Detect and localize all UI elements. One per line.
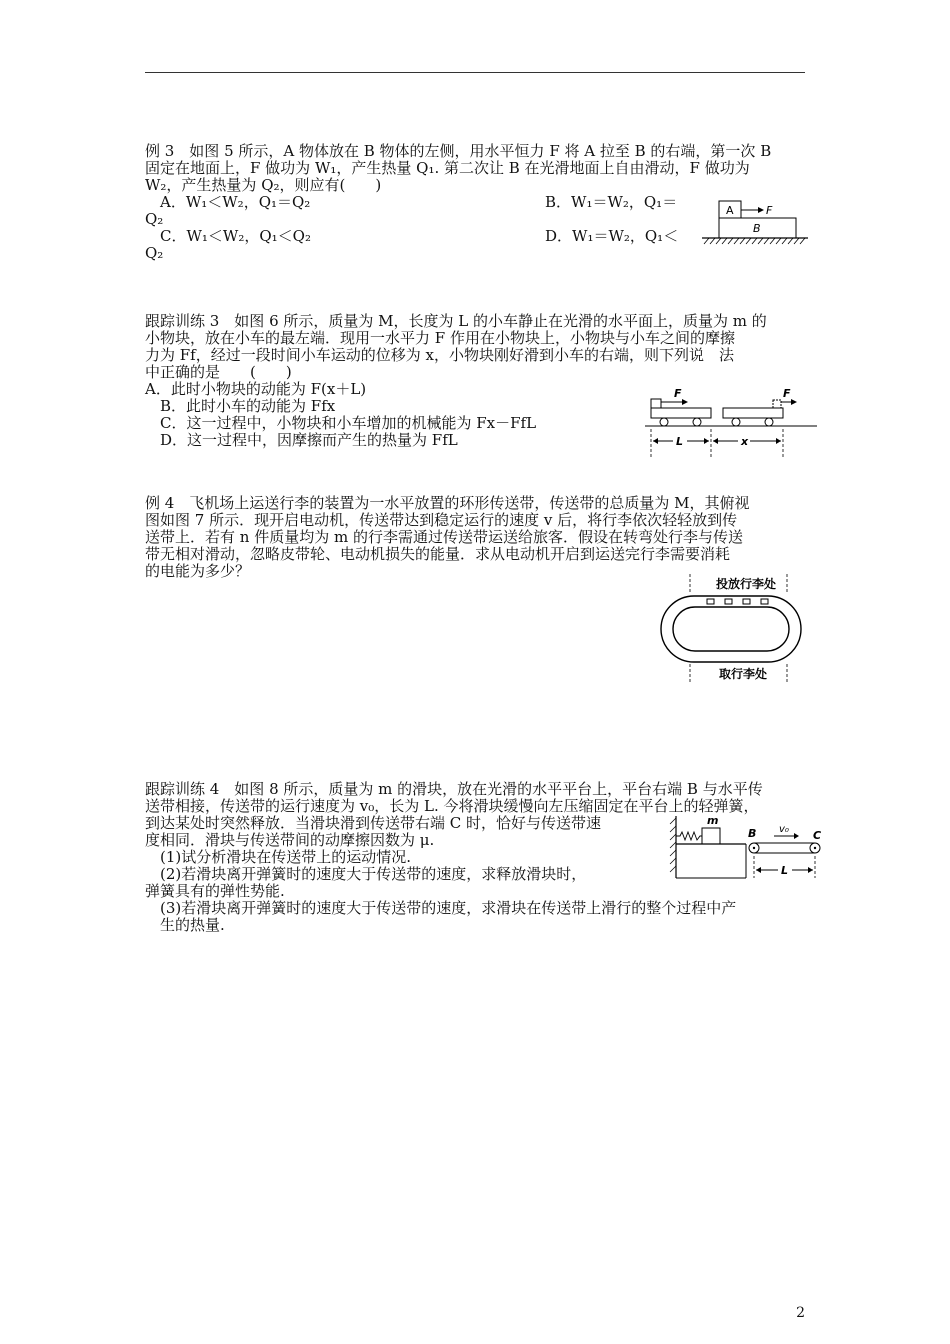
slider-block: [702, 828, 720, 844]
header-rule: [145, 72, 805, 73]
text-line: 的电能为多少？: [145, 562, 251, 580]
text-line: 到达某处时突然释放．当滑块滑到传送带右端 C 时，恰好与传送带速: [145, 814, 602, 832]
belt-outer: [661, 596, 801, 662]
text-line: 跟踪训练 4 如图 8 所示，质量为 m 的滑块，放在光滑的水平平台上，平台右端 B 与水平传: [145, 780, 763, 798]
ex3-option-a: A．W₁＜W₂，Q₁＝Q₂: [160, 193, 311, 211]
text-line: W₂，产生热量为 Q₂，则应有( ): [145, 176, 382, 194]
figure-5: [700, 195, 810, 257]
example-3-text: [145, 143, 771, 194]
tr3-option-b: B．此时小车的动能为 Ffx: [160, 397, 336, 415]
text-line: 例 4 飞机场上运送行李的装置为一水平放置的环形传送带，传送带的总质量为 M，其俯视: [145, 494, 750, 512]
label-v0: v₀: [779, 824, 789, 835]
text-line: 力为 Ff，经过一段时间小车运动的位移为 x，小物块刚好滑到小车的右端，则下列说 法: [145, 346, 734, 364]
text-line: (2)若滑块离开弹簧时的速度大于传送带的速度，求释放滑块时，: [145, 865, 587, 883]
label-a: A: [726, 204, 734, 217]
ex3-option-b: B．W₁＝W₂，Q₁＝: [545, 193, 678, 211]
label-l: L: [676, 435, 684, 448]
text-line: 弹簧具有的弹性势能.: [145, 882, 285, 900]
label-f: F: [766, 204, 773, 217]
label-l: L: [781, 864, 789, 877]
text-line: 图如图 7 所示．现开启电动机，传送带达到稳定运行的速度 v 后，将行李依次轻轻放到传: [145, 511, 738, 529]
label-pick-up: 取行李处: [719, 667, 768, 681]
figure-6: [645, 385, 825, 460]
ex3-option-c: C．W₁＜W₂，Q₁＜Q₂: [160, 227, 311, 245]
label-x: x: [741, 435, 749, 448]
belt-inner: [673, 607, 789, 651]
spring: [676, 832, 702, 840]
wheel: [765, 418, 773, 426]
text-line: (3)若滑块离开弹簧时的速度大于传送带的速度，求滑块在传送带上滑行的整个过程中产: [145, 899, 737, 917]
text-line: 中正确的是 ( ): [145, 363, 292, 381]
small-block-start: [651, 399, 661, 408]
luggage-item: [743, 599, 750, 604]
text-line: 例 3 如图 5 所示，A 物体放在 B 物体的左侧，用水平恒力 F 将 A 拉至 B 的右端，第一次 B: [145, 142, 772, 160]
tracking-3-text: [145, 313, 767, 381]
arrow-head-2: [791, 399, 797, 405]
text-line: 送带上．若有 n 件质量均为 m 的行李需通过传送带运送给旅客．假设在转弯处行李与传送: [145, 528, 743, 546]
wheel: [693, 418, 701, 426]
example-4-text: [145, 495, 749, 580]
page-number: 2: [796, 1305, 805, 1321]
ex3-option-d-cont: Q₂: [145, 244, 164, 262]
ex3-option-d: D．W₁＝W₂，Q₁＜: [545, 227, 679, 245]
label-f2: F: [783, 387, 791, 400]
luggage-item: [761, 599, 768, 604]
label-drop-off: 投放行李处: [716, 577, 777, 591]
label-b: B: [753, 222, 761, 235]
tr3-option-a: A．此时小物块的动能为 F(x＋L): [145, 380, 367, 398]
cart-end: [723, 408, 783, 418]
tr3-option-d: D．这一过程中，因摩擦而产生的热量为 FfL: [160, 431, 458, 449]
small-block-end: [773, 400, 781, 408]
ex3-option-b-cont: Q₂: [145, 210, 164, 228]
figure-8: [668, 812, 838, 887]
luggage-item: [707, 599, 714, 604]
wall-hatch: [670, 818, 676, 872]
text-line: 度相同．滑块与传送带间的动摩擦因数为 μ.: [145, 831, 435, 849]
text-line: 固定在地面上，F 做功为 W₁，产生热量 Q₁. 第二次让 B 在光滑地面上自由滑动，F 做功为: [145, 159, 750, 177]
arrow-head: [758, 207, 764, 213]
text-line: 送带相接，传送带的运行速度为 v₀，长为 L. 今将滑块缓慢向左压缩固定在平台上的轻弹簧，: [145, 797, 759, 815]
figure-7: [655, 572, 805, 687]
wheel: [660, 418, 668, 426]
text-line: 生的热量.: [145, 916, 225, 934]
arrow-head-1: [682, 399, 688, 405]
text-line: 小物块，放在小车的最左端．现用一水平力 F 作用在小物块上，小物块与小车之间的摩擦: [145, 329, 735, 347]
label-b: B: [748, 827, 757, 840]
cart-start: [651, 408, 711, 418]
label-c: C: [813, 829, 822, 842]
tr3-option-c: C．这一过程中，小物块和小车增加的机械能为 Fx－FfL: [160, 414, 537, 432]
text-line: 带无相对滑动，忽略皮带轮、电动机损失的能量．求从电动机开启到运送完行李需要消耗: [145, 545, 731, 563]
wheel: [732, 418, 740, 426]
ground-hatch: [704, 238, 805, 244]
text-line: 跟踪训练 3 如图 6 所示，质量为 M，长度为 L 的小车静止在光滑的水平面上，质量为 m 的: [145, 312, 767, 330]
label-f1: F: [674, 387, 682, 400]
luggage-item: [725, 599, 732, 604]
label-m: m: [707, 814, 719, 827]
text-line: (1)试分析滑块在传送带上的运动情况.: [145, 848, 412, 866]
